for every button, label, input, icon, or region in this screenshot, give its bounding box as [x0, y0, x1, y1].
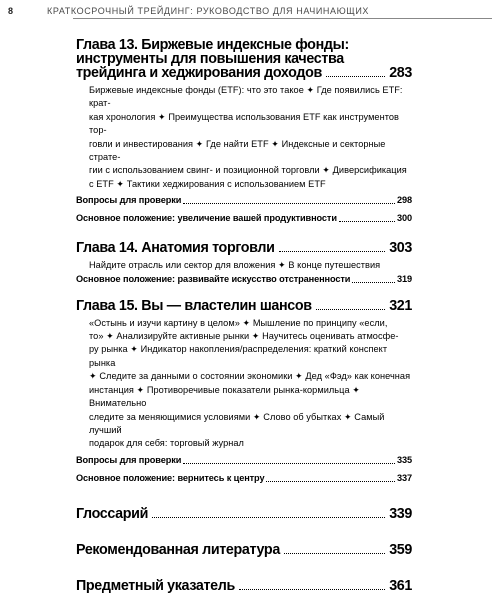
toc-chapter-13[interactable]	[76, 38, 412, 80]
chapter-13-topics	[76, 84, 412, 191]
page-number: 8	[8, 6, 14, 16]
topic-line: «Остынь и изучи картину в целом» ✦ Мышление по принципу «если,	[89, 317, 388, 328]
entry-page: 298	[396, 195, 412, 206]
chapter-15-topics	[76, 317, 412, 451]
toc-chapter-14[interactable]	[76, 241, 412, 255]
header-rule	[73, 18, 492, 19]
chapter-14-title: Глава 14. Анатомия торговли	[76, 240, 275, 257]
chapter-14-page: 303	[389, 240, 412, 257]
index-title: Предметный указатель	[76, 577, 235, 594]
topic-line: ✦ Следите за данными о состоянии экономики ✦ Дед «Фэд» как конечная	[89, 371, 411, 382]
toc-entry-key-point-15[interactable]	[76, 472, 412, 484]
entry-page: 337	[396, 472, 412, 483]
dot-leader	[266, 481, 395, 482]
chapter-15-title: Глава 15. Вы — властелин шансов	[76, 297, 312, 314]
entry-label: Основное положение: вернитесь к центру	[76, 472, 265, 483]
chapter-13-title-row	[76, 66, 412, 80]
entry-label: Основное положение: развивайте искусство отстраненности	[76, 273, 351, 284]
glossary-title: Глоссарий	[76, 505, 149, 522]
chapter-14-topics	[76, 259, 412, 272]
entry-page: 300	[396, 213, 412, 224]
literature-page: 359	[389, 541, 412, 558]
toc-chapter-15[interactable]	[76, 299, 412, 313]
topic-line: говли и инвестирования ✦ Где найти ETF ✦ Индексные и секторные страте-	[89, 138, 386, 163]
table-of-contents	[76, 38, 412, 593]
dot-leader	[316, 309, 385, 310]
toc-entry-key-point-14[interactable]	[76, 273, 412, 285]
dot-leader	[183, 203, 395, 204]
entry-label: Основное положение: увеличение вашей продуктивности	[76, 213, 337, 224]
topic-line: с ETF ✦ Тактики хеджирования с использованием ETF	[89, 178, 326, 189]
dot-leader	[152, 517, 385, 518]
dot-leader	[239, 589, 385, 590]
toc-glossary[interactable]	[76, 507, 412, 521]
dot-leader	[183, 463, 395, 464]
toc-entry-key-point-13[interactable]	[76, 212, 412, 224]
topic-line: подарок для себя: торговый журнал	[89, 438, 244, 449]
dot-leader	[326, 76, 385, 77]
dot-leader	[339, 221, 395, 222]
dot-leader	[284, 553, 385, 554]
topic-line: кая хронология ✦ Преимущества использования ETF как инструментов тор-	[89, 111, 399, 136]
dot-leader	[352, 282, 395, 283]
toc-entry-review-questions-15[interactable]	[76, 454, 412, 466]
glossary-page: 339	[389, 505, 412, 522]
topic-line: Найдите отрасль или сектор для вложения ✦ В конце путешествия	[89, 260, 381, 271]
entry-label: Вопросы для проверки	[76, 454, 182, 465]
running-title: КРАТКОСРОЧНЫЙ ТРЕЙДИНГ: РУКОВОДСТВО ДЛЯ НАЧИНАЮЩИХ	[47, 6, 369, 16]
toc-recommended-literature[interactable]	[76, 543, 412, 557]
topic-line: инстанция ✦ Противоречивые показатели рынка-кормильца ✦ Внимательно	[89, 384, 360, 409]
toc-entry-review-questions-13[interactable]	[76, 194, 412, 206]
topic-line: то» ✦ Анализируйте активные рынки ✦ Научитесь оценивать атмосфе-	[89, 331, 399, 342]
topic-line: гии с использованием свинг- и позиционной торговли ✦ Диверсификация	[89, 165, 407, 176]
literature-title: Рекомендованная литература	[76, 541, 280, 558]
entry-page: 319	[396, 273, 412, 284]
topic-line: Биржевые индексные фонды (ETF): что это такое ✦ Где появились ETF: крат-	[89, 85, 403, 109]
chapter-13-title-line-2: инструменты для повышения качества	[76, 51, 344, 67]
chapter-15-page: 321	[389, 297, 412, 314]
index-page: 361	[389, 577, 412, 594]
chapter-13-title-line-3: трейдинга и хеджирования доходов	[76, 65, 322, 81]
running-header	[8, 3, 492, 19]
dot-leader	[279, 251, 386, 252]
toc-subject-index[interactable]	[76, 579, 412, 593]
topic-line: следите за меняющимися условиями ✦ Слово об убытках ✦ Самый лучший	[89, 411, 385, 435]
chapter-13-page: 283	[389, 65, 412, 81]
entry-label: Вопросы для проверки	[76, 195, 182, 206]
chapter-13-title-line-1: Глава 13. Биржевые индексные фонды:	[76, 37, 349, 53]
entry-page: 335	[396, 454, 412, 465]
topic-line: ру рынка ✦ Индикатор накопления/распределения: краткий конспект рынка	[89, 344, 388, 368]
